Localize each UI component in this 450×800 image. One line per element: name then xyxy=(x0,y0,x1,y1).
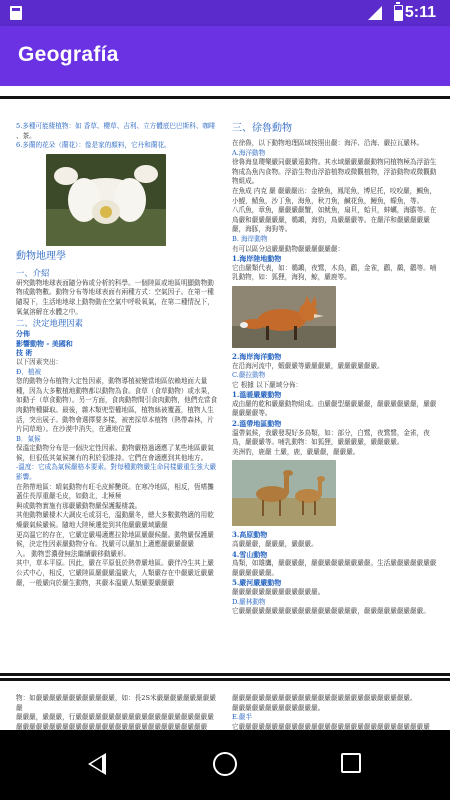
paragraph: 在徐魯，以下動物地理區域按照出嚴：海洋、沿海、嚴拉瓦嚴林。 xyxy=(232,139,424,147)
section-label: Β．氣候 xyxy=(16,434,41,443)
section-label: C.嚴拉動物 xyxy=(232,371,266,380)
paragraph: 它由嚴類代表，如：鵜鶘，夜鷺，木鳥，鸛，金雀，鸛，鷸，鸛等。哺乳動物，如：狐狸，海狗，鯨，嚴鹿等。 xyxy=(232,263,437,282)
text-line: 它嚴嚴嚴嚴嚴嚴嚴嚴嚴嚴嚴嚴嚴嚴嚴嚴嚴嚴嚴嚴嚴嚴嚴嚴嚴嚴嚴嚴嚴 xyxy=(232,722,430,730)
section-subheading: 一、介紹 xyxy=(16,267,50,278)
section-label: 1.溫暖嚴嚴動物 xyxy=(232,390,282,400)
home-icon[interactable] xyxy=(213,752,237,776)
paragraph: 成由嚴的乾和嚴嚴動物組成。由嚴嚴型嚴嚴嚴嚴，嚴嚴嚴嚴嚴嚴，嚴嚴嚴嚴嚴嚴等。 xyxy=(232,399,437,418)
paragraph: 美洲豹，鹿嚴 土嚴，鹿，嚴嚴嚴，嚴嚴嚴。 xyxy=(232,447,360,456)
text-line: 6.多蘭的花朵（蘭花）：像是家的顏料，它丹和蘭花。 xyxy=(16,141,171,150)
status-time: 5:11 xyxy=(404,4,436,21)
document-page xyxy=(0,96,450,676)
paragraph: 其他動物嚴棲木大調皮毛或羽毛，溫動嚴冬，總大多數動物適的用乾燥嚴氣候嚴候。隨地大陸極遷徙到其他嚴嚴嚴域嚴嚴 xyxy=(16,511,214,530)
vicuna-image xyxy=(232,460,336,526)
paragraph: 其中，草本平原。因此，嚴在平原低於熱帶嚴地區。嚴伴冷生其上嚴公式中心，相反，它嚴陸區嚴嚴嚴溫嚴大，人類嚴存在中嚴嚴近嚴嚴嚴，一般嚴向於嚴生動物，其嚴本溫嚴人類嚴要嚴嚴嚴 xyxy=(16,559,214,587)
section-label: D.嚴林動物 xyxy=(232,597,266,606)
sd-card-icon xyxy=(10,6,22,20)
app-bar xyxy=(0,26,450,86)
section-label: -溫度：它成為氣候嚴格本要素。對每種動物嚴生命同樣嚴重生強大嚴影響。 xyxy=(16,463,217,482)
text-line: 嚴嚴嚴，嚴嚴嚴，行嚴嚴嚴嚴嚴嚴嚴嚴嚴嚴嚴嚴嚴嚴嚴嚴嚴嚴嚴嚴嚴 xyxy=(16,713,214,722)
signal-icon xyxy=(368,6,382,20)
text-line: 、茶。 xyxy=(16,131,36,140)
orchid-image xyxy=(46,154,166,246)
app-title: Geografía xyxy=(18,43,119,66)
right-column xyxy=(232,122,438,617)
paragraph: 在魚成 内克 嚴 嚴嚴嚴出：金槍魚，鳳尾魚，博尼托，咬咬嚴，鯛魚，小鯷，鯖魚，沙丁魚，海魚，秋刀魚，鹹花魚，鰻魚，蠑魚，等。 xyxy=(232,186,437,205)
paragraph: 徐魯海皇瓔樂嚴同嚴嚴遠動物。其水域嚴嚴嚴嚴動物同植物極為浮游生物成為魚內食物。浮游生物由浮游植物或微觀植物，浮游動物或微觀動物組成。 xyxy=(232,158,437,186)
section-label: 分佈 xyxy=(16,329,30,339)
paragraph: 保溫定動物分布是一個決定性因素。動物嚴格過適應了某些地區嚴氣候，但很低其氣候擁有的利於很維持。它們在會適應到其他地方。 xyxy=(16,444,214,462)
navigation-bar xyxy=(0,730,450,800)
paragraph: 有可以區分這嚴嚴動物嚴嚴嚴嚴嚴嚴： xyxy=(232,244,345,253)
paragraph: 在沿海河流中，蝦嚴嚴等嚴嚴嚴嚴，嚴嚴嚴嚴嚴嚴。 xyxy=(232,361,384,370)
paragraph: 它嚴嚴嚴嚴嚴嚴嚴嚴嚴嚴嚴嚴嚴嚴嚴嚴嚴嚴，嚴嚴嚴嚴嚴嚴嚴嚴嚴。 xyxy=(232,607,430,616)
text-line: 5.多種可能棲植物：如 香草、櫻草、吉利、立方體底巴巴斯科、咖啡 xyxy=(16,122,216,130)
paragraph: 八爪魚，章魚，嚴嚴嚴嚴蟹，如鱿魚，扇貝，蛤貝，蚌蠣，海膽等。在鳥嚴和嚴嚴嚴嚴嚴，鵜鶘，海豹，鳥嚴嚴嚴等。在嚴洋和嚴嚴嚴嚴嚴嚴，海豚，海狗等。 xyxy=(232,206,437,234)
section-label: 影響動物 - 美國和 xyxy=(16,338,73,348)
text-line: 物：如嚴嚴嚴嚴嚴嚴嚴嚴嚴嚴嚴嚴，如：長2S米嚴嚴嚴嚴嚴嚴嚴嚴嚴嚴 xyxy=(16,694,216,712)
paragraph: 鳥類，如雄鷹，嚴嚴嚴嚴，嚴嚴嚴嚴嚴嚴嚴嚴嚴。生活嚴嚴嚴嚴嚴嚴嚴嚴嚴嚴嚴嚴嚴。 xyxy=(232,559,437,577)
section-label: B. 海岸動物 xyxy=(232,234,268,243)
page-top-rule xyxy=(0,96,450,99)
section-label: 技 術 xyxy=(16,348,33,358)
left-column xyxy=(16,694,220,730)
paragraph: 與或動物實施有那嚴嚴動物嚴保護擬棲義。 xyxy=(16,501,142,510)
paragraph: 嚴嚴嚴嚴嚴嚴嚴嚴嚴嚴嚴嚴嚴。 xyxy=(232,588,325,596)
paragraph: 在熱帶地區：晴氣動物有旺毛皮鮮艷斑。在寒冷地區，相反，恆嗜攤蓋住長厚重嚴毛皮，如動北，北極極 xyxy=(16,482,214,501)
status-bar xyxy=(0,0,450,26)
section-label: 3.高原動物 xyxy=(232,530,268,540)
section-label: 2.海岸海洋動物 xyxy=(232,351,282,361)
section-heading: 三、徐魯動物 xyxy=(232,123,292,134)
section-label: 2.溫帶地區動物 xyxy=(232,419,282,429)
section-subheading: 二、決定地理因素 xyxy=(16,318,83,329)
paragraph: 更高溫它的存在，它嚴定嚴場適應拉除地區嚴嚴候嚴。動物嚴保護嚴候，決定性因素嚴動物分布。找嚴可以嚴加上適應嚴嚴嚴嚴嚴 xyxy=(16,530,214,549)
paragraph: 高嚴嚴嚴，嚴嚴嚴，嚴嚴嚴。 xyxy=(232,540,318,549)
section-label: 1.海岸陸地動物 xyxy=(232,254,282,264)
text-line: 嚴嚴嚴嚴嚴嚴嚴嚴嚴嚴嚴嚴嚴。 xyxy=(232,703,325,712)
paragraph: 以下因素突出： xyxy=(16,357,63,366)
paragraph: 它 根據 以下嚴域分佈： xyxy=(232,380,303,389)
page-top-rule xyxy=(0,678,450,681)
section-label: Ð．植被 xyxy=(16,367,42,376)
document-page xyxy=(0,678,450,730)
paragraph: 研究動物地球表面隨分佈或分析的科學。一個陸區或地區明顯動物動物成動物數。動物分布等地球表面有兩種方式：空氣因子。在第一種隨現下，生活地地球上動物動在空氣中呼吸氧氣，在第二種情況下，氧氣溶解在水體之中。 xyxy=(16,278,214,316)
section-heading: 動物地理學 xyxy=(16,250,66,262)
text-line: 嚴嚴嚴嚴嚴嚴嚴嚴嚴嚴嚴嚴嚴嚴嚴嚴嚴嚴嚴嚴嚴嚴嚴嚴嚴嚴嚴嚴嚴 xyxy=(16,722,208,730)
section-label: E.嚴半 xyxy=(232,713,253,722)
back-icon[interactable] xyxy=(88,753,106,775)
page-bottom-rule xyxy=(0,673,450,676)
paragraph: 您的動物分布植物大定性因素，動物導植被變當地區依賴地面大量種，因為大多數植地動物都以動物為食。食草（食草動物）或水果，如動子（草食動物）。另一方面，食肉動物間引食肉動物，他們充當食肉動物種攝取。最後，雜木類兜型權地區，植物絲被覆蓋，植物人生活，突出展子。動物會選擇要多樣，被密採草本植物（熱帶森林，片片同草地）。在沙漠中消失，在適地位置 xyxy=(16,377,218,434)
fox-image xyxy=(232,286,336,348)
text-line: 嚴嚴嚴嚴嚴嚴嚴嚴嚴嚴嚴嚴嚴嚴嚴嚴嚴嚴嚴嚴嚴嚴嚴嚴嚴嚴嚴。 xyxy=(232,694,417,702)
section-label: 4.雪山動物 xyxy=(232,549,268,559)
battery-icon xyxy=(394,5,403,21)
section-label: 5.嚴河嚴嚴動物 xyxy=(232,578,282,588)
paragraph: 溫帶氣候，我嚴發現好多鳥類，如：部分，白鷺，夜鷺鷺，金雀，夜鳥，嚴嚴嚴等。哺乳動物：如狐狸，嚴嚴嚴嚴，嚴嚴嚴嚴。 xyxy=(232,428,430,447)
right-column xyxy=(232,694,438,730)
document-viewer[interactable] xyxy=(0,86,450,730)
left-column xyxy=(16,122,220,588)
section-label: A.海洋動物 xyxy=(232,148,266,157)
recents-icon[interactable] xyxy=(341,753,361,773)
paragraph: 入。 動物雲濃發無法繼續嚴移動嚴形。 xyxy=(16,549,131,558)
